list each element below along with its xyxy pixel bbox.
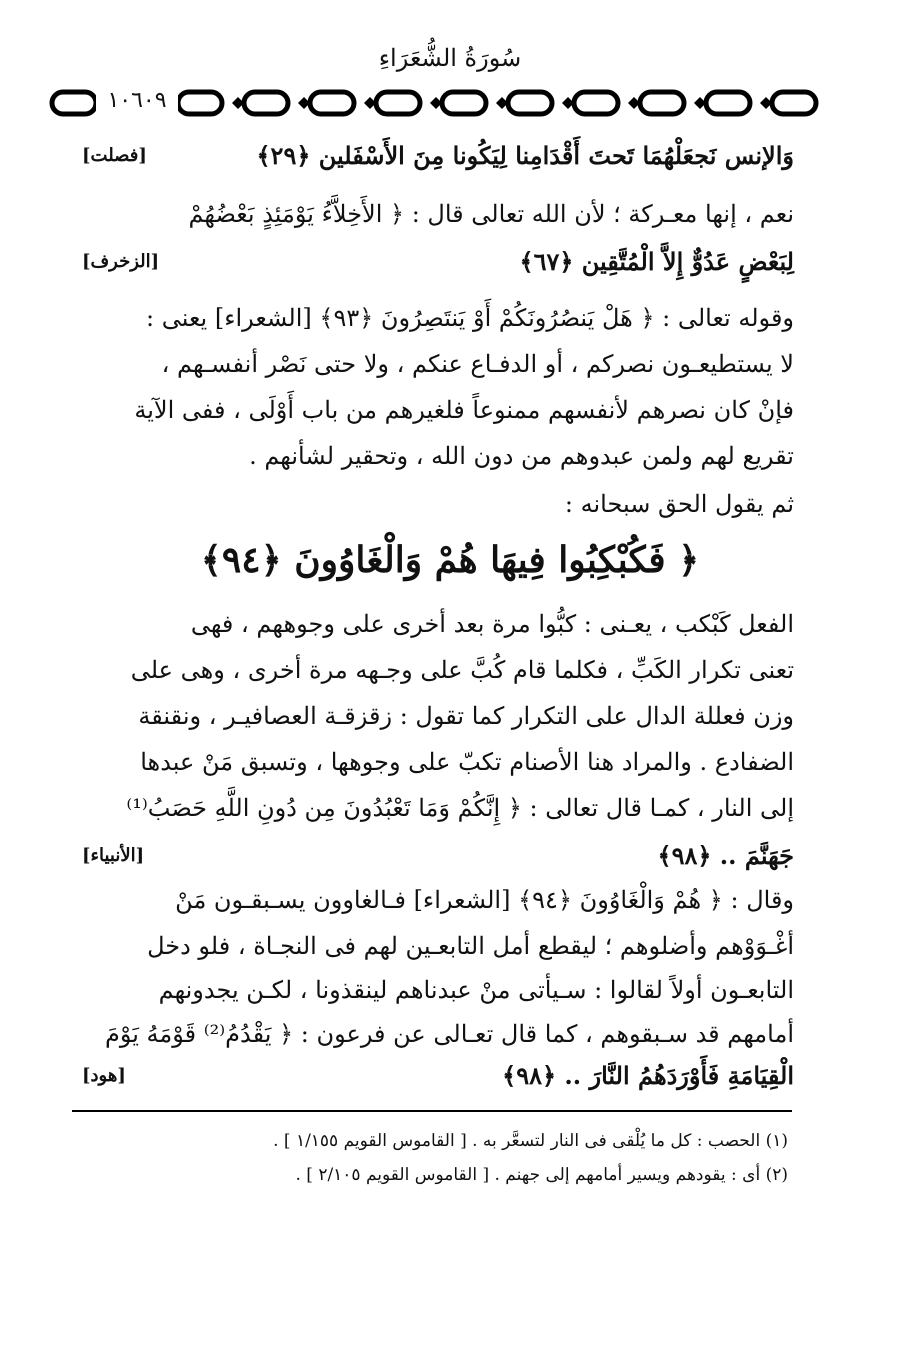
text-line: وَالإنس نَجعَلْهُمَا تَحتَ أَقْدَامِنا لِيَكُونا مِنَ الأَسْفَلين ﴿٢٩﴾ [فصلت] [74,132,794,180]
body-text-bottom [74,600,794,1100]
footnote: (٢) أى : يقودهم ويسير أمامهم إلى جهنم . [ القاموس القويم ٢/١٠٥ ] . [295,1165,788,1185]
surah-reference: [فصلت] [82,145,147,166]
surah-reference: [الزخرف] [82,251,160,272]
text-line: إلى النار ، كمـا قال تعالى : ﴿ إِنَّكُمْ وَمَا تَعْبُدُونَ مِن دُونِ اللَّهِ حَصَبُ⁽¹⁾ [126,794,794,822]
body-text-top [74,132,794,518]
text-line: الْقِيَامَةِ فَأَوْرَدَهُمُ النَّارَ .. ﴿٩٨﴾ [هود] [74,1052,794,1100]
footnote-divider [72,1110,792,1112]
text-line: التابعـون أولاً لقالوا : سـيأتى منْ عبدناهم لينقذونا ، لكـن يجدونهم [158,976,794,1004]
page-number: ١٠٦٠٩ [96,86,178,116]
text-line: وزن فعللة الدال على التكرار كما تقول : زقزقـة العصافيـر ، ونقنقة [138,702,794,730]
text-line: تقريع لهم ولمن عبدوهم من دون الله ، وتحقير لشأنهم . [249,442,794,470]
text-line: أغْـوَوْهم وأضلوهم ؛ ليقطع أمل التابعـين لهم فى النجـاة ، فلو دخل [147,932,794,960]
footnote: (١) الحصب : كل ما يُلْقى فى النار لتسعَّر به . [ القاموس القويم ١/١٥٥ ] . [273,1131,788,1151]
text-line: لِبَعْضٍ عَدُوٌّ إِلاَّ الْمُتَّقِين ﴿٦٧﴾ [الزخرف] [74,238,794,286]
text-line: ثم يقول الحق سبحانه : [564,490,794,518]
text-line: الفعل كَبْكب ، يعـنى : كبُّوا مرة بعد أخرى على وجوههم ، فهى [190,610,794,638]
surah-reference: [هود] [82,1065,126,1086]
text-line: فإنْ كان نصرهم لأنفسهم ممنوعاً فلغيرهم من باب أَوْلَى ، ففى الآية [134,396,794,424]
text-line: الضفادع . والمراد هنا الأصنام تكبّ على وجوهها ، وتسبق مَنْ عبدها [140,748,794,776]
text-line: لا يستطيعـون نصركم ، أو الدفـاع عنكم ، ولا حتى نَصْر أنفسـهم ، [161,350,794,378]
quran-verse-ornament: ﴿ فَكُبْكِبُوا فِيهَا هُمْ وَالْغَاوُونَ ﴿٩٤﴾ [200,539,700,581]
surah-title: سُورَةُ الشُّعَرَاءِ [378,44,522,72]
text-line: جَهَنَّمَ .. ﴿٩٨﴾ [الأنبياء] [74,832,794,880]
text-line: تعنى تكرار الكَبِّ ، فكلما قام كُبَّ على وجـهه مرة أخرى ، وهى على [130,656,794,684]
surah-reference: [الأنبياء] [82,845,145,866]
text-line: وقوله تعالى : ﴿ هَلْ يَنصُرُونَكُمْ أَوْ يَنتَصِرُونَ ﴿٩٣﴾ [الشعراء] يعنى : [146,304,794,332]
text-line: أمامهم قد سـبقوهم ، كما قال تعـالى عن فرعون : ﴿ يَقْدُمُ⁽²⁾ قَوْمَهُ يَوْمَ [104,1020,794,1048]
text-line: نعم ، إنها معـركة ؛ لأن الله تعالى قال : ﴿ الأَخِلاَّءُ يَوْمَئِذٍ بَعْضُهُمْ [188,200,794,228]
text-line: وقال : ﴿ هُمْ وَالْغَاوُونَ ﴿٩٤﴾ [الشعراء] فـالغاوون يسـبقـون مَنْ [175,886,794,914]
